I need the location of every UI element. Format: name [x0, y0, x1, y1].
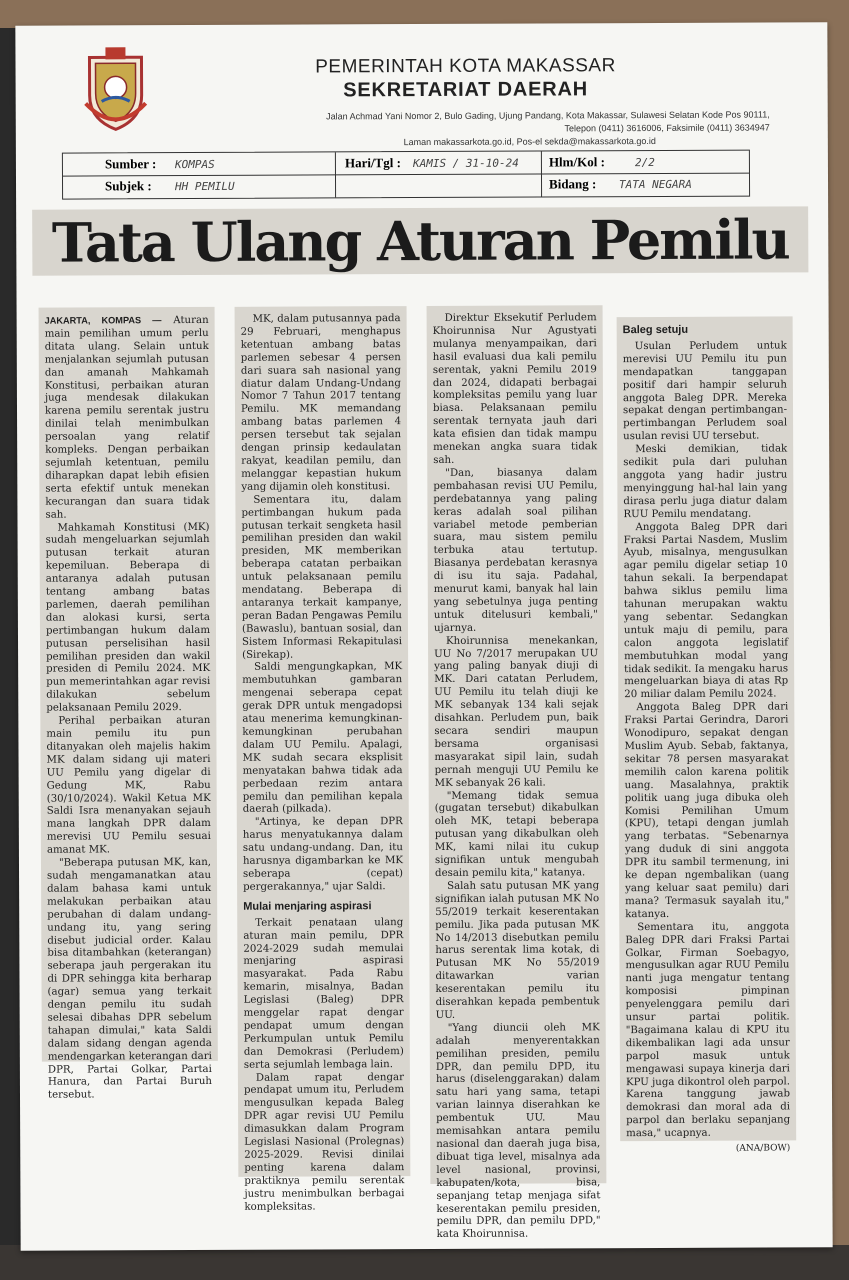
paragraph: Usulan Perludem untuk merevisi UU Pemilu itu pun mendapatkan tanggapan positif dari hampir seluruh anggota Baleg DPR. Mereka sepakat dengan pertimbangan-pertimbangan Perludem soal usulan revisi UU tersebut. [622, 340, 788, 443]
bidang-value: TATA NEGARA [619, 177, 692, 192]
meta-divider [335, 152, 336, 197]
sumber-value: KOMPAS [174, 157, 215, 172]
article-column-4 [617, 316, 797, 1154]
letterhead-line1: PEMERINTAH KOTA MAKASSAR [315, 55, 616, 78]
sumber-label: Sumber : [104, 156, 157, 172]
article-column-3 [427, 305, 607, 1241]
paragraph: Dalam rapat dengar pendapat umum itu, Perludem mengusulkan kepada Baleg DPR agar revisi UU Pemilu dimasukkan dalam Program Legislasi Nasional (Prolegnas) 2025-2029. Revisi dinilai penting karena dalam praktiknya pemilu serentak justru menimbulkan berbagai kompleksitas. [243, 1071, 405, 1213]
subjek-label: Subjek : [104, 178, 152, 194]
paragraph: Sementara itu, dalam pertimbangan hukum pada putusan terkait sengketa hasil pemilihan presiden dan wakil presiden, MK memberikan beberapa catatan perbaikan untuk pelaksanaan pemilu mendatang. Beberapa di antaranya terkait kampanye, peran Badan Pengawas Pemilu (Bawaslu), bantuan sosial, dan Sistem Informasi Rekapitulasi (Sirekap). [241, 493, 403, 661]
clipping-sheet [15, 22, 832, 1251]
paragraph: Anggota Baleg DPR dari Fraksi Partai Gerindra, Darori Wonodipuro, sepakat dengan Muslim Ayub. Sebab, faktanya, sekitar 78 persen masyarakat memilih calon karena politik uang. Masalahnya, praktik politik uang juga dibuka oleh Komisi Pemilihan Umum (KPU), tetapi dengan jumlah yang terbatas. "Sebenarnya yang duduk di sini anggota DPR itu sambil termenung, ini ke depan ngembalikan (uang yang keluar saat pemilu) dari mana? Termasuk sayalah itu," katanya. [624, 701, 790, 920]
paragraph [45, 314, 210, 522]
clipping-meta-table [62, 150, 750, 200]
bidang-label: Bidang : [548, 176, 597, 192]
paragraph: "Memang tidak semua (gugatan tersebut) dikabulkan oleh MK, tetapi beberapa putusan yang dikabulkan oleh MK, kami nilai itu cukup signifikan untuk mengubah desain pemilu kita," katanya. [434, 789, 599, 879]
letterhead-title [165, 55, 765, 104]
phone-line: Telepon (0411) 3616006, Faksimile (0411) 3634947 [564, 122, 770, 134]
paragraph: "Yang diuncii oleh MK adalah menyerentakkan pemilihan presiden, pemilu DPR, dan pemilu DPD, itu harus (diselenggarakan) dalam satu hari yang sama, tetapi varian lainnya diserahkan ke pembentuk UU. Mau memisahkan antara pemilu nasional dan daerah juga bisa, dibuat tiga level, misalnya ada level nasional, provinsi, kabupaten/kota, bisa, sepanjang tetap menjaga sifat keserentakan pemilu presiden, pemilu DPR, dan pemilu DPD," kata Khoirunnisa. [435, 1022, 601, 1241]
meta-divider [541, 151, 542, 196]
paragraph: Mahkamah Konstitusi (MK) sudah mengeluarkan sejumlah putusan terkait aturan kepemiluan. Beberapa di antaranya adalah putusan tentang ambang batas parlemen, daerah pemilihan dan alokasi kursi, serta pertimbangan hukum dalam putusan perselisihan hasil pemilihan presiden dan wakil presiden di Pemilu 2024. MK pun memerintahkan agar revisi dilakukan sebelum pelaksanaan Pemilu 2029. [45, 521, 211, 714]
paragraph: Anggota Baleg DPR dari Fraksi Partai Nasdem, Muslim Ayub, misalnya, mengusulkan agar pemilu digelar setiap 10 tahun sekali. Ia berpendapat bahwa siklus pemilu lima tahunan merupakan waktu yang sebentar. Sedangkan untuk maju di pemilu, para calon anggota legislatif membutuhkan modal yang tidak sedikit. Ia mengaku harus mengeluarkan biaya di atas Rp 20 miliar dalam Pemilu 2024. [623, 521, 789, 701]
address-line: Jalan Achmad Yani Nomor 2, Bulo Gading, Ujung Pandang, Kota Makassar, Sulawesi Selatan Kode Pos 90111, [326, 109, 770, 122]
paragraph: Salah satu putusan MK yang signifikan ialah putusan MK No 55/2019 terkait keserentakan pemilu. Jika pada putusan MK No 14/2013 disebutkan pemilu harus serentak lima kotak, di Putusan MK No 55/2019 ditawarkan varian keserentakan pemilu itu diserahkan kepada pembentuk UU. [435, 880, 600, 1021]
article-column-1 [39, 307, 218, 1102]
article-column-2 [235, 306, 411, 1213]
tgl-label: Hari/Tgl : [344, 155, 401, 171]
author-credit: (ANA/BOW) [735, 1143, 791, 1154]
paragraph: Direktur Eksekutif Perludem Khoirunnisa Nur Agustyati mulanya menyampaikan, dari hasil evaluasi dua kali pemilu serentak, yakni Pemilu 2019 dan 2024, didapati berbagai kompleksitas pemilu yang luar biasa. Pelaksanaan pemilu serentak ternyata jauh dari kata efisien dan tidak mampu menekan angka suara tidak sah. [432, 312, 598, 466]
paragraph: MK, dalam putusannya pada 29 Februari, menghapus ketentuan ambang batas parlemen sebesar 4 persen dari suara sah nasional yang diatur dalam Undang-Undang Nomor 7 Tahun 2017 tentang Pemilu. MK memandang ambang batas parlemen 4 persen tersebut tak sejalan dengan prinsip kedaulatan rakyat, keadilan pemilu, dan melanggar kepastian hukum yang dijamin oleh konstitusi. [240, 313, 402, 493]
letterhead-address [166, 108, 776, 150]
web-line: Laman makassarkota.go.id, Pos-el sekda@makassarkota.go.id [403, 135, 656, 148]
paragraph: Meski demikian, tidak sedikit pula dari puluhan anggota yang hadir justru menyinggung hal-hal lain yang dirasa perlu juga diatur dalam RUU Pemilu mendatang. [623, 443, 788, 520]
subheading: Baleg setuju [622, 323, 689, 337]
city-emblem-icon [79, 43, 151, 131]
hlm-label: Hlm/Kol : [548, 154, 605, 170]
article-headline: Tata Ulang Aturan Pemilu [32, 206, 808, 275]
dateline: JAKARTA, KOMPAS — [44, 315, 162, 326]
paragraph: "Artinya, ke depan DPR harus menyatukannya dalam satu undang-undang. Dan, itu harusnya digambarkan ke MK seberapa (cepat) pergerakannya," ujar Saldi. [242, 816, 404, 893]
meta-row-2 [63, 173, 749, 198]
subheading: Mulai menjaring aspirasi [243, 900, 372, 913]
hlm-value: 2/2 [634, 155, 655, 170]
subjek-value: HH PEMILU [175, 179, 235, 194]
paragraph: Sementara itu, anggota Baleg DPR dari Fraksi Partai Golkar, Firman Soebagyo, mengusulkan agar RUU Pemilu nanti juga mengatur tentang komposisi pimpinan penyelenggara pemilu dari unsur partai politik. "Bagaimana kalau di KPU itu dikembalikan lagi ada unsur parpol masuk untuk mengawasi supaya kinerja dari KPU juga dikontrol oleh parpol. Karena tanggung jawab demokrasi dan moral ada di parpol dan berlaku sepanjang masa," ucapnya. [625, 921, 791, 1140]
paragraph: Terkait penataan ulang aturan main pemilu, DPR 2024-2029 sudah memulai menjaring aspirasi masyarakat. Pada Rabu kemarin, misalnya, Badan Legislasi (Baleg) DPR menggelar rapat dengar pendapat umum dengan Perkumpulan untuk Pemilu dan Demokrasi (Perludem) serta sejumlah lembaga lain. [243, 916, 404, 1071]
lead-text: Aturan main pemilihan umum perlu ditata ulang. Selain untuk menjalankan sejumlah putusan dan amanah Mahkamah Konstitusi, perbaikan aturan juga mendesak dilakukan karena pemilu serentak justru dinilai telah menimbulkan persoalan yang relatif kompleks. Dengan perbaikan sejumlah ketentuan, pemilu diharapkan dapat lebih efisien serta efektif untuk menekan kecurangan dan suara tidak sah. [44, 314, 210, 521]
tgl-value: KAMIS / 31-10-24 [412, 156, 519, 171]
paragraph: Khoirunnisa menekankan, UU No 7/2017 merupakan UU yang paling banyak diuji di MK. Dari catatan Perludem, UU Pemilu itu telah diuji ke MK sebanyak 134 kali sejak disahkan. Perludem pun, baik secara sendiri maupun bersama organisasi masyarakat sipil lain, sudah pernah menguji UU Pemilu ke MK sebanyak 26 kali. [434, 634, 599, 789]
letterhead-line2: SEKRETARIAT DAERAH [343, 78, 589, 102]
paragraph: "Dan, biasanya dalam pembahasan revisi UU Pemilu, perdebatannya yang paling keras adalah soal pilihan variabel metode pemberian suara, mau sistem pemilu terbuka atau tertutup. Biasanya perdebatan kerasnya di isu itu saja. Padahal, menurut kami, banyak hal lain yang sebetulnya juga penting untuk ditelusuri kembali," ujarnya. [433, 467, 598, 634]
paragraph: "Beberapa putusan MK, kan, sudah mengamanatkan atau dalam bahasa kami untuk melakukan perbaikan atau perubahan di dalam undang-undang itu, yang sering disebut judicial order. Kalau bisa ditambahkan (keterangan) seberapa jauh pergerakan itu di DPR sehingga kita berharap (agar) semua yang terkait dengan pemilu itu sudah selesai dibahas DPR sebelum tahapan dimulai," kata Saldi dalam sidang dengan agenda mendengarkan keterangan dari DPR, Partai Golkar, Partai Hanura, dan Partai Buruh tersebut. [47, 856, 212, 1102]
paragraph: Saldi mengungkapkan, MK membutuhkan gambaran mengenai seberapa cepat gerak DPR untuk mengadopsi atau menerima kemungkinan-kemungkinan perubahan dalam UU Pemilu. Apalagi, MK sudah secara eksplisit menyatakan bahwa tidak ada perbedaan rezim antara pemilu dan pemilihan kepala daerah (pilkada). [242, 661, 403, 816]
paragraph: Perihal perbaikan aturan main pemilu itu pun ditanyakan oleh majelis hakim MK dalam sidang uji materi UU Pemilu yang digelar di Gedung MK, Rabu (30/10/2024). Wakil Ketua MK Saldi Isra menanyakan sejauh mana langkah DPR dalam merevisi UU Pemilu sesuai amanat MK. [46, 715, 211, 856]
